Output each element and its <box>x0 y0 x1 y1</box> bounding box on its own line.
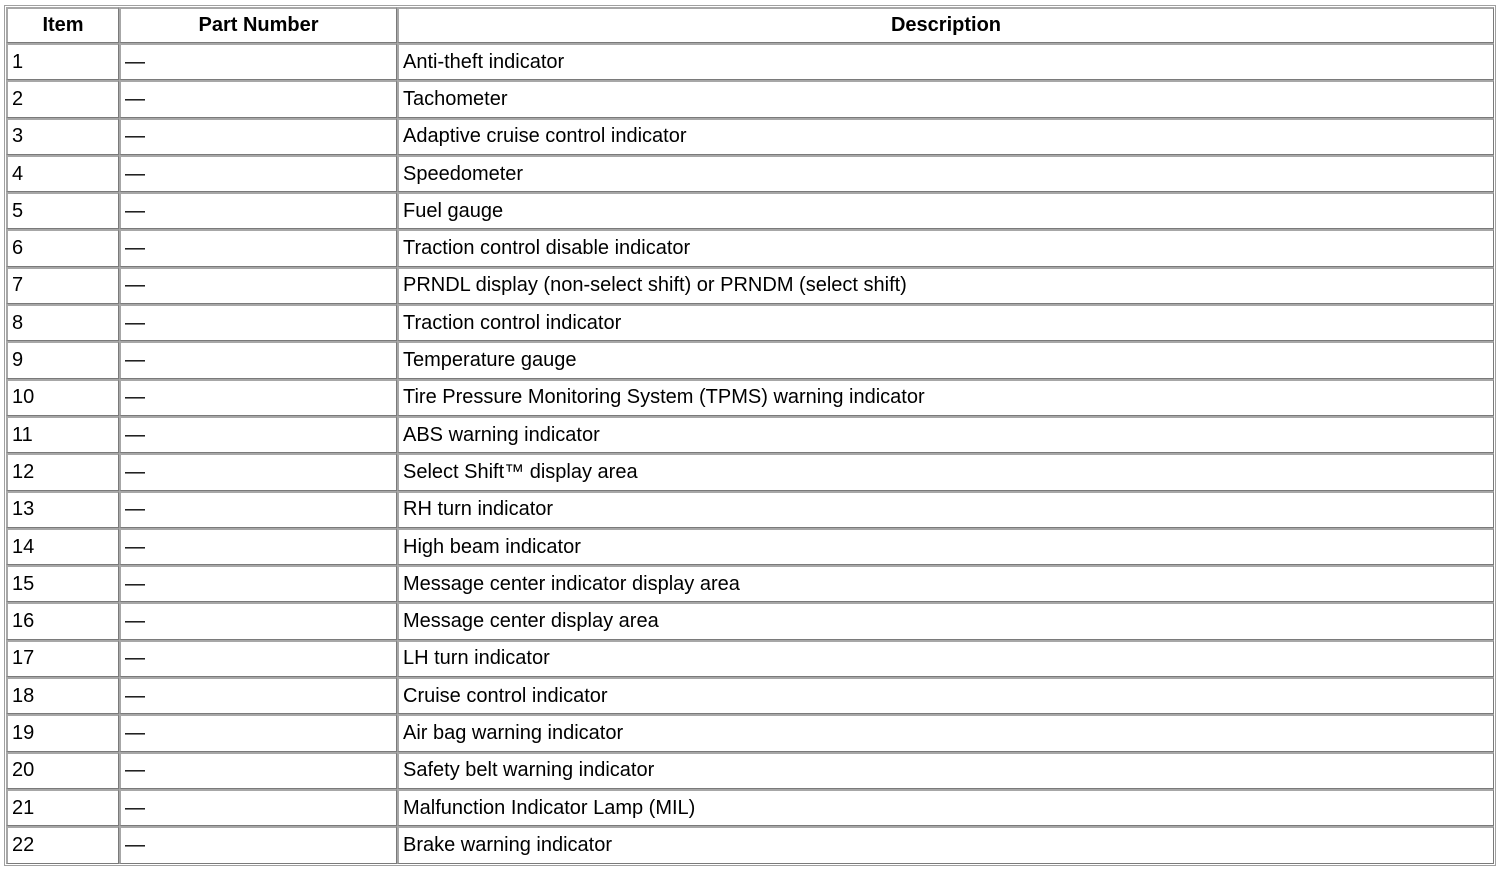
part-number-cell: — <box>119 826 397 863</box>
part-number-cell: — <box>119 379 397 416</box>
item-cell: 13 <box>6 491 119 528</box>
part-number-cell: — <box>119 304 397 341</box>
table-row <box>6 826 1494 863</box>
item-cell: 11 <box>6 416 119 453</box>
part-number-cell: — <box>119 453 397 490</box>
table-row <box>6 453 1494 490</box>
part-number-cell: — <box>119 565 397 602</box>
description-cell: Message center display area <box>397 602 1494 639</box>
part-number-cell: — <box>119 640 397 677</box>
description-cell: Traction control disable indicator <box>397 229 1494 266</box>
part-number-cell: — <box>119 229 397 266</box>
description-cell: ABS warning indicator <box>397 416 1494 453</box>
item-cell: 3 <box>6 118 119 155</box>
part-number-cell: — <box>119 602 397 639</box>
table-row <box>6 789 1494 826</box>
table-row <box>6 602 1494 639</box>
item-cell: 8 <box>6 304 119 341</box>
table-row <box>6 677 1494 714</box>
description-cell: RH turn indicator <box>397 491 1494 528</box>
part-number-cell: — <box>119 267 397 304</box>
item-cell: 16 <box>6 602 119 639</box>
description-cell: Air bag warning indicator <box>397 714 1494 751</box>
description-cell: Speedometer <box>397 155 1494 192</box>
table-row <box>6 43 1494 80</box>
part-number-cell: — <box>119 714 397 751</box>
table-row <box>6 118 1494 155</box>
table-row <box>6 341 1494 378</box>
header-item: Item <box>6 7 119 43</box>
table-body <box>6 43 1494 864</box>
header-description: Description <box>397 7 1494 43</box>
item-cell: 1 <box>6 43 119 80</box>
table-header-row <box>6 7 1494 43</box>
table-row <box>6 229 1494 266</box>
description-cell: Tachometer <box>397 80 1494 117</box>
table-row <box>6 640 1494 677</box>
table-row <box>6 528 1494 565</box>
description-cell: Adaptive cruise control indicator <box>397 118 1494 155</box>
part-number-cell: — <box>119 677 397 714</box>
part-number-cell: — <box>119 80 397 117</box>
description-cell: Temperature gauge <box>397 341 1494 378</box>
description-cell: Brake warning indicator <box>397 826 1494 863</box>
header-part-number: Part Number <box>119 7 397 43</box>
description-cell: Tire Pressure Monitoring System (TPMS) warning indicator <box>397 379 1494 416</box>
item-cell: 6 <box>6 229 119 266</box>
description-cell: LH turn indicator <box>397 640 1494 677</box>
description-cell: PRNDL display (non-select shift) or PRNDM (select shift) <box>397 267 1494 304</box>
part-number-cell: — <box>119 491 397 528</box>
description-cell: Message center indicator display area <box>397 565 1494 602</box>
description-cell: Cruise control indicator <box>397 677 1494 714</box>
item-cell: 4 <box>6 155 119 192</box>
item-cell: 18 <box>6 677 119 714</box>
description-cell: High beam indicator <box>397 528 1494 565</box>
part-number-cell: — <box>119 118 397 155</box>
part-number-cell: — <box>119 789 397 826</box>
table-row <box>6 155 1494 192</box>
part-number-cell: — <box>119 341 397 378</box>
table-row <box>6 379 1494 416</box>
item-cell: 15 <box>6 565 119 602</box>
description-cell: Safety belt warning indicator <box>397 752 1494 789</box>
table-row <box>6 565 1494 602</box>
description-cell: Anti-theft indicator <box>397 43 1494 80</box>
description-cell: Malfunction Indicator Lamp (MIL) <box>397 789 1494 826</box>
table-row <box>6 752 1494 789</box>
part-number-cell: — <box>119 528 397 565</box>
part-number-cell: — <box>119 155 397 192</box>
item-cell: 12 <box>6 453 119 490</box>
description-cell: Fuel gauge <box>397 192 1494 229</box>
table-row <box>6 267 1494 304</box>
item-cell: 14 <box>6 528 119 565</box>
table-row <box>6 80 1494 117</box>
item-cell: 7 <box>6 267 119 304</box>
table-row <box>6 304 1494 341</box>
parts-table <box>6 7 1494 864</box>
part-number-cell: — <box>119 752 397 789</box>
part-number-cell: — <box>119 192 397 229</box>
description-cell: Select Shift™ display area <box>397 453 1494 490</box>
item-cell: 19 <box>6 714 119 751</box>
table-row <box>6 192 1494 229</box>
table-row <box>6 714 1494 751</box>
part-number-cell: — <box>119 43 397 80</box>
item-cell: 10 <box>6 379 119 416</box>
item-cell: 21 <box>6 789 119 826</box>
item-cell: 9 <box>6 341 119 378</box>
item-cell: 20 <box>6 752 119 789</box>
item-cell: 17 <box>6 640 119 677</box>
item-cell: 2 <box>6 80 119 117</box>
description-cell: Traction control indicator <box>397 304 1494 341</box>
item-cell: 22 <box>6 826 119 863</box>
item-cell: 5 <box>6 192 119 229</box>
table-row <box>6 491 1494 528</box>
table-row <box>6 416 1494 453</box>
part-number-cell: — <box>119 416 397 453</box>
